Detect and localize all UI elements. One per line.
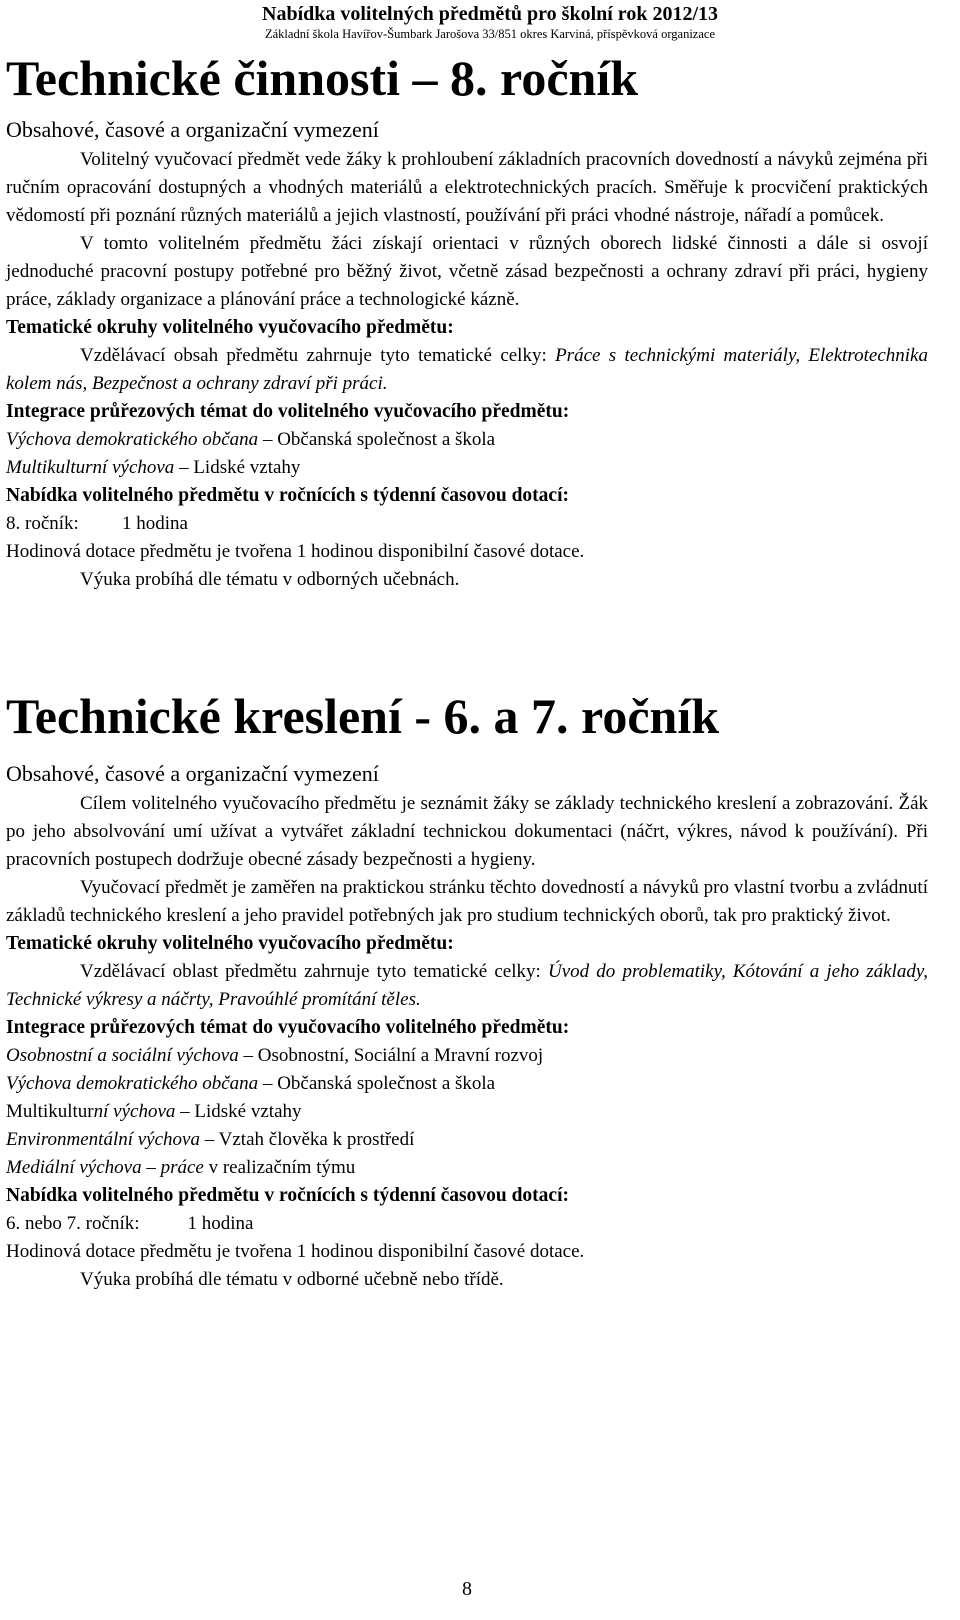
header-title: Nabídka volitelných předmětů pro školní rok 2012/13 xyxy=(262,3,718,25)
integration-theme-plain: Multikultur xyxy=(6,1101,94,1122)
integration-item: Environmentální výchova – Vztah člověka k prostředí xyxy=(6,1129,415,1150)
scope-paragraph: V tomto volitelném předmětu žáci získají orientaci v různých oborech lidské činnosti a dále si osvojí jednoduché pracovní postupy potřebné pro běžný život, včetně zásad bezpečnosti a ochrany zdraví při práci, hygieny práce, základy organizace a plánování práce a technologické kázně. xyxy=(6,233,928,310)
topics-intro: Vzdělávací obsah předmětu zahrnuje tyto tematické celky: xyxy=(80,345,556,366)
integration-topic: Občanská společnost a škola xyxy=(277,1073,496,1094)
integration-topic: Vztah člověka k prostředí xyxy=(218,1129,415,1150)
topics-list: Práce s technickými materiály, Elektrotechnika kolem nás, Bezpečnost a ochrany zdraví při práci. xyxy=(6,345,928,394)
integration-heading: Integrace průřezových témat do vyučovacího volitelného předmětu: xyxy=(6,1017,570,1038)
scope-heading: Obsahové, časové a organizační vymezení xyxy=(6,761,379,786)
integration-item xyxy=(6,1154,928,1182)
page-header xyxy=(190,2,790,42)
section-technicke-cinnosti xyxy=(6,114,928,594)
integration-topic: Lidské vztahy xyxy=(194,1101,302,1122)
header-school: Základní škola Havířov-Šumbark Jarošova 33/851 okres Karviná, příspěvková organizace xyxy=(265,27,715,41)
section-title-technicke-kresleni: Technické kreslení - 6. a 7. ročník xyxy=(6,688,720,744)
integration-theme: Mediální výchova – práce xyxy=(6,1157,204,1178)
offer-hours: 1 hodina xyxy=(187,1213,254,1234)
integration-theme: Výchova demokratického občana xyxy=(6,1073,259,1094)
integration-item: Výchova demokratického občana – Občanská společnost a škola xyxy=(6,1073,496,1094)
scope-paragraph: Cílem volitelného vyučovacího předmětu je seznámit žáky se základy technického kreslení a zobrazování. Žák po jeho absolvování umí užívat a vytvářet základní technickou dokumentaci (náčrt, výkres, návod k používání). Při pracovních postupech dodržuje obecné zásady bezpečnosti a hygieny. xyxy=(6,793,928,870)
section-title-technicke-cinnosti: Technické činnosti – 8. ročník xyxy=(6,50,639,106)
topics-heading: Tematické okruhy volitelného vyučovacího předmětu: xyxy=(6,933,454,954)
integration-topic: Lidské vztahy xyxy=(193,457,301,478)
scope-paragraph: Volitelný vyučovací předmět vede žáky k prohloubení základních pracovních dovedností a návyků zejména při ručním opracování dostupných a vhodných materiálů a elektrotechnických pracích. Směřuje k procvičení praktických vědomostí při poznání různých materiálů a jejich vlastností, používání při práci vhodné nástroje, nářadí a pomůcek. xyxy=(6,149,928,226)
offer-hours: 1 hodina xyxy=(122,513,188,534)
integration-topic: v realizačním týmu xyxy=(208,1157,356,1178)
integration-item: Výchova demokratického občana – Občanská společnost a škola xyxy=(6,429,496,450)
teaching-note: Výuka probíhá dle tématu v odborné učebně nebo třídě. xyxy=(80,1269,504,1290)
offer-line xyxy=(6,510,928,538)
integration-theme: Multikulturní výchova xyxy=(6,457,175,478)
integration-theme: Environmentální výchova xyxy=(6,1129,200,1150)
scope-paragraph: Vyučovací předmět je zaměřen na praktickou stránku těchto dovedností a návyků pro vlastní tvorbu a zvládnutí základů technického kreslení a jeho pravidel potřebných jak pro studium technických oborů, tak pro praktický život. xyxy=(6,877,928,926)
topics-list: Úvod do problematiky, Kótování a jeho základy, Technické výkresy a náčrty, Pravoúhlé promítání těles. xyxy=(6,961,928,1010)
offer-grade: 8. ročník: xyxy=(6,513,79,534)
integration-item: Osobnostní a sociální výchova – Osobnostní, Sociální a Mravní rozvoj xyxy=(6,1045,544,1066)
integration-theme: Osobnostní a sociální výchova xyxy=(6,1045,239,1066)
teaching-note: Výuka probíhá dle tématu v odborných učebnách. xyxy=(80,569,460,590)
integration-topic: Občanská společnost a škola xyxy=(277,429,496,450)
topics-intro: Vzdělávací oblast předmětu zahrnuje tyto tematické celky: xyxy=(80,961,548,982)
integration-theme: Výchova demokratického občana xyxy=(6,429,259,450)
topics-paragraph xyxy=(6,342,928,398)
integration-item: Multikulturní výchova – Lidské vztahy xyxy=(6,457,301,478)
offer-line xyxy=(6,1210,928,1238)
integration-theme: ní výchova xyxy=(93,1101,176,1122)
scope-heading: Obsahové, časové a organizační vymezení xyxy=(6,117,379,142)
offer-heading: Nabídka volitelného předmětu v ročnících s týdenní časovou dotací: xyxy=(6,485,569,506)
offer-heading: Nabídka volitelného předmětu v ročnících s týdenní časovou dotací: xyxy=(6,1185,569,1206)
section-technicke-kresleni xyxy=(6,758,928,1294)
page-number: 8 xyxy=(462,1578,472,1600)
offer-grade: 6. nebo 7. ročník: xyxy=(6,1213,140,1234)
topics-heading: Tematické okruhy volitelného vyučovacího předmětu: xyxy=(6,317,454,338)
integration-item: Multikulturní výchova – Lidské vztahy xyxy=(6,1101,302,1122)
integration-topic: Osobnostní, Sociální a Mravní rozvoj xyxy=(257,1045,544,1066)
hours-note: Hodinová dotace předmětu je tvořena 1 hodinou disponibilní časové dotace. xyxy=(6,541,585,562)
integration-heading: Integrace průřezových témat do volitelného vyučovacího předmětu: xyxy=(6,401,570,422)
hours-note: Hodinová dotace předmětu je tvořena 1 hodinou disponibilní časové dotace. xyxy=(6,1241,585,1262)
topics-paragraph xyxy=(6,958,928,1014)
